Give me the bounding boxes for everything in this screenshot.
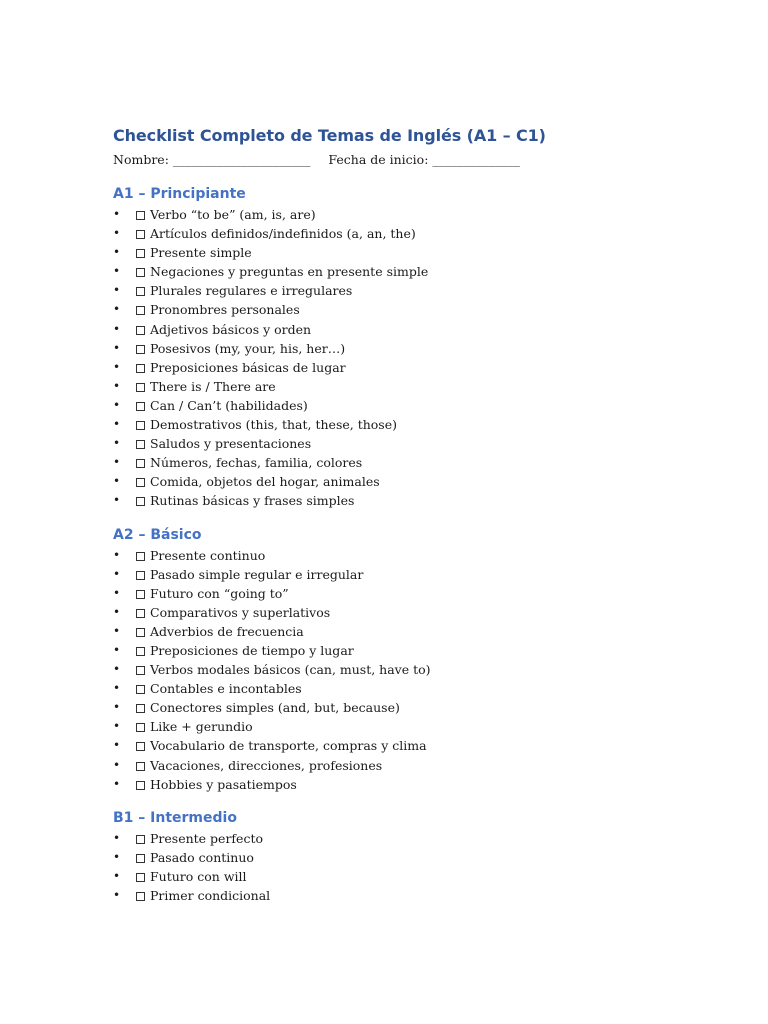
checkbox-icon [136,364,145,373]
bullet-icon: • [113,340,121,355]
topic-list-item [113,717,713,736]
topic-label: Conectores simples (and, but, because) [150,700,400,716]
topic-list-item [113,679,713,698]
topic-list [113,546,713,794]
checkbox-icon [136,892,145,901]
checkbox-icon [136,647,145,656]
checkbox-icon [136,685,145,694]
form-fields-row [113,150,713,170]
bullet-icon: • [113,455,121,470]
checkbox-icon [136,268,145,277]
section-1 [113,525,713,794]
bullet-icon: • [113,868,121,883]
bullet-icon: • [113,757,121,772]
checkbox-icon [136,704,145,713]
topic-label: Demostrativos (this, that, these, those) [150,417,397,433]
topic-list-item [113,415,713,434]
checkbox-icon [136,230,145,239]
topic-list-item [113,756,713,775]
checkbox-icon [136,440,145,449]
section-heading: A1 – Principiante [113,186,246,202]
checkbox-icon [136,628,145,637]
bullet-icon: • [113,207,121,221]
bullet-icon: • [113,547,121,562]
topic-label: Vacaciones, direcciones, profesiones [150,757,383,773]
checkbox-icon [136,723,145,732]
topic-label: Adverbios de frecuencia [150,623,304,639]
bullet-icon: • [113,417,121,432]
document-page [113,124,713,905]
bullet-icon: • [113,623,121,638]
topic-list-item [113,775,713,794]
checkbox-icon [136,590,145,599]
topic-label: Vocabulario de transporte, compras y clima [150,738,427,754]
topic-list-item [113,339,713,358]
topic-list [113,205,713,511]
topic-label: Posesivos (my, your, his, her…) [150,340,346,356]
topic-label: Comida, objetos del hogar, animales [150,474,380,490]
start-date-field: Fecha de inicio: ______________ [328,152,520,167]
topic-list-item [113,396,713,415]
topic-list-item [113,262,713,281]
topic-list-item [113,660,713,679]
bullet-icon: • [113,436,121,451]
topic-list-item [113,472,713,491]
topic-label: Verbo “to be” (am, is, are) [150,207,316,222]
bullet-icon: • [113,776,121,791]
topic-label: Primer condicional [150,888,271,903]
topic-list-item [113,300,713,319]
bullet-icon: • [113,493,121,508]
topic-label: Can / Can’t (habilidades) [150,397,308,413]
checkbox-icon [136,873,145,882]
topic-list-item [113,603,713,622]
bullet-icon: • [113,245,121,260]
bullet-icon: • [113,283,121,298]
checkbox-icon [136,459,145,468]
topic-label: Futuro con “going to” [150,585,289,601]
topic-list-item [113,224,713,243]
bullet-icon: • [113,604,121,619]
topic-label: Preposiciones de tiempo y lugar [150,642,354,658]
section-heading: B1 – Intermedio [113,809,237,826]
bullet-icon: • [113,830,121,845]
topic-list-item [113,622,713,641]
topic-list-item [113,377,713,396]
topic-label: Negaciones y preguntas en presente simple [150,264,429,280]
checkbox-icon [136,249,145,258]
checkbox-icon [136,345,145,354]
topic-label: Saludos y presentaciones [150,436,312,452]
section-2 [113,808,713,905]
topic-list-item [113,243,713,262]
checkbox-icon [136,742,145,751]
section-heading: A2 – Básico [113,526,202,543]
topic-label: Presente simple [150,245,252,261]
topic-label: There is / There are [150,378,276,394]
topic-list-item [113,736,713,755]
topic-label: Presente continuo [150,547,266,563]
bullet-icon: • [113,226,121,241]
topic-label: Futuro con will [150,868,247,884]
topic-label: Números, fechas, familia, colores [150,455,363,471]
checkbox-icon [136,211,145,220]
topic-label: Rutinas básicas y frases simples [150,493,355,509]
topic-label: Pronombres personales [150,302,300,318]
bullet-icon: • [113,474,121,489]
topic-label: Plurales regulares e irregulares [150,283,353,299]
topic-list-item [113,829,713,848]
topic-list-item [113,320,713,339]
checkbox-icon [136,552,145,561]
bullet-icon: • [113,642,121,657]
topic-label: Presente perfecto [150,830,263,846]
topic-label: Pasado simple regular e irregular [150,566,364,582]
topic-list-item [113,641,713,660]
bullet-icon: • [113,359,121,374]
topic-label: Hobbies y pasatiempos [150,776,297,792]
checkbox-icon [136,762,145,771]
topic-list-item [113,491,713,510]
checkbox-icon [136,306,145,315]
bullet-icon: • [113,585,121,600]
checkbox-icon [136,781,145,790]
topic-label: Contables e incontables [150,681,302,697]
checkbox-icon [136,497,145,506]
bullet-icon: • [113,849,121,864]
checkbox-icon [136,835,145,844]
topic-label: Comparativos y superlativos [150,604,331,620]
checkbox-icon [136,854,145,863]
topic-list-item [113,453,713,472]
document-title: Checklist Completo de Temas de Inglés (A1 – C1) [113,126,546,145]
section-0 [113,184,713,511]
checkbox-icon [136,326,145,335]
checkbox-icon [136,478,145,487]
topic-label: Pasado continuo [150,849,254,865]
bullet-icon: • [113,700,121,715]
bullet-icon: • [113,397,121,412]
checkbox-icon [136,402,145,411]
topic-list-item [113,886,713,905]
checkbox-icon [136,666,145,675]
bullet-icon: • [113,662,121,677]
topic-list-item [113,546,713,565]
bullet-icon: • [113,378,121,393]
topic-list-item [113,205,713,224]
topic-list [113,829,713,905]
topic-label: Adjetivos básicos y orden [150,321,312,337]
bullet-icon: • [113,738,121,753]
topic-list-item [113,434,713,453]
bullet-icon: • [113,566,121,581]
bullet-icon: • [113,888,121,902]
topic-list-item [113,848,713,867]
bullet-icon: • [113,302,121,317]
bullet-icon: • [113,719,121,734]
checkbox-icon [136,287,145,296]
bullet-icon: • [113,321,121,336]
topic-list-item [113,358,713,377]
topic-label: Artículos definidos/indefinidos (a, an, the) [150,226,416,242]
checkbox-icon [136,571,145,580]
bullet-icon: • [113,681,121,696]
checkbox-icon [136,421,145,430]
topic-label: Like + gerundio [150,719,253,735]
checkbox-icon [136,383,145,392]
name-field: Nombre: ______________________ [113,152,311,167]
topic-list-item [113,698,713,717]
topic-list-item [113,281,713,300]
topic-label: Verbos modales básicos (can, must, have to) [150,662,431,678]
topic-label: Preposiciones básicas de lugar [150,359,346,375]
topic-list-item [113,867,713,886]
checkbox-icon [136,609,145,618]
topic-list-item [113,565,713,584]
bullet-icon: • [113,264,121,279]
topic-list-item [113,584,713,603]
